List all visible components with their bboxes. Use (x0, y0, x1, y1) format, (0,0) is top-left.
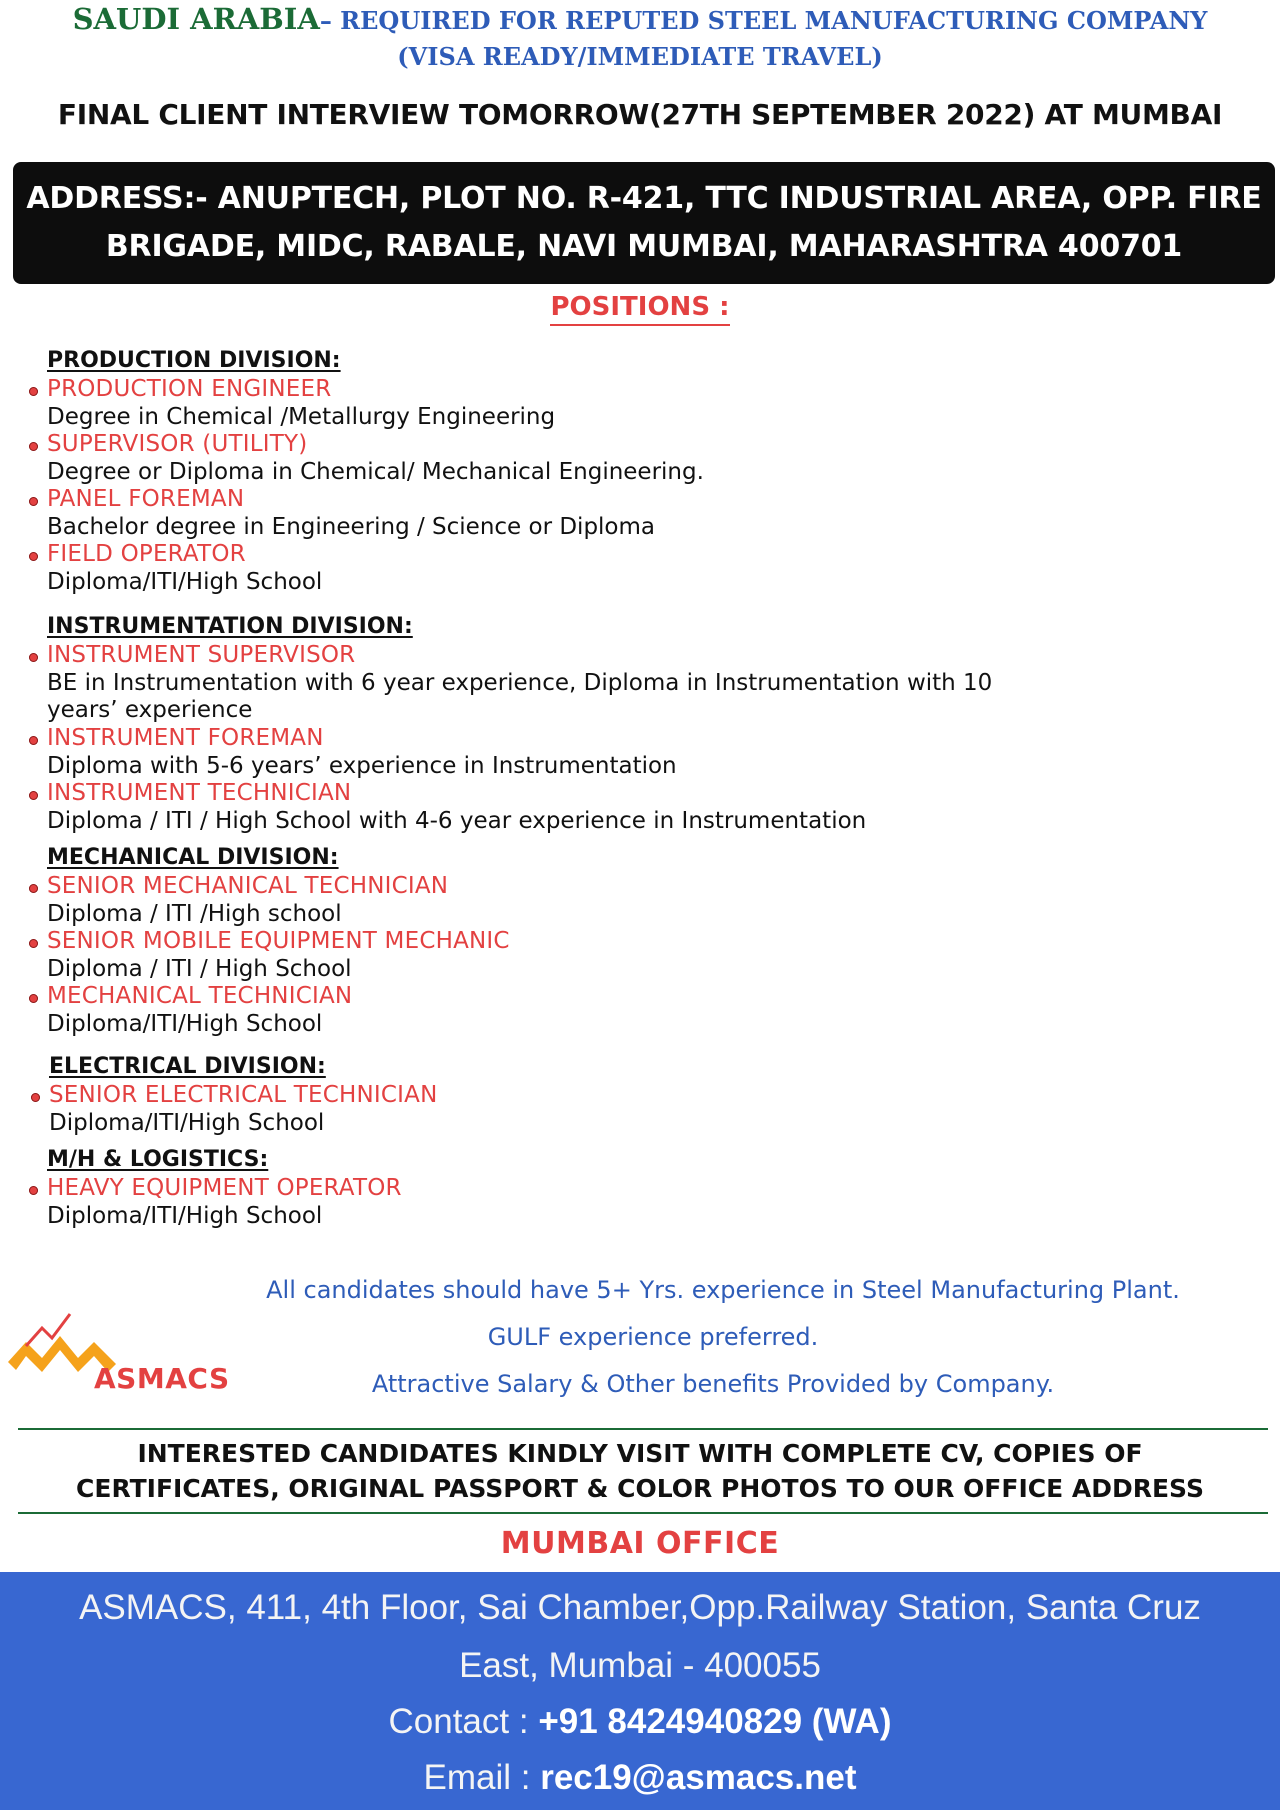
position-requirement: Diploma/ITI/High School (47, 569, 323, 595)
position-name: FIELD OPERATOR (47, 541, 246, 567)
position-requirement: Diploma / ITI / High School (47, 956, 352, 982)
position-name: SENIOR ELECTRICAL TECHNICIAN (49, 1082, 438, 1108)
interested-candidates-notice (0, 1436, 1280, 1506)
division-title-mechanical: MECHANICAL DIVISION: (47, 845, 339, 870)
headline-text: – REQUIRED FOR REPUTED STEEL MANUFACTURING COMPANY (319, 6, 1208, 35)
position-requirement: Degree or Diploma in Chemical/ Mechanical Engineering. (47, 459, 704, 485)
position-name: SENIOR MOBILE EQUIPMENT MECHANIC (47, 928, 510, 954)
office-address-line-2: East, Mumbai - 400055 (459, 1646, 821, 1685)
office-footer (0, 1572, 1280, 1810)
division-title-instrumentation: INSTRUMENTATION DIVISION: (47, 614, 413, 639)
position-name: HEAVY EQUIPMENT OPERATOR (47, 1175, 402, 1201)
divider-top (18, 1428, 1268, 1430)
position-requirement: Diploma/ITI/High School (47, 1011, 323, 1037)
logo-text: ASMACS (94, 1362, 230, 1395)
headline-line-1 (0, 2, 1280, 36)
position-name: PRODUCTION ENGINEER (47, 376, 332, 402)
interview-notice: FINAL CLIENT INTERVIEW TOMORROW(27TH SEPTEMBER 2022) AT MUMBAI (57, 98, 1223, 131)
position-name: INSTRUMENT FOREMAN (47, 725, 324, 751)
email-link[interactable]: rec19@asmacs.net (540, 1758, 857, 1797)
note-experience: All candidates should have 5+ Yrs. experience in Steel Manufacturing Plant. (266, 1276, 1180, 1304)
position-name: PANEL FOREMAN (47, 486, 245, 512)
divider-bottom (18, 1512, 1268, 1514)
subheadline: (VISA READY/IMMEDIATE TRAVEL) (397, 42, 883, 71)
position-name: SUPERVISOR (UTILITY) (47, 431, 308, 457)
positions-heading (0, 292, 1280, 322)
positions-title: POSITIONS : (550, 292, 729, 326)
email-label: Email : (423, 1758, 531, 1797)
contact-phone[interactable]: +91 8424940829 (WA) (538, 1702, 892, 1741)
address-line-2: BRIGADE, MIDC, RABALE, NAVI MUMBAI, MAHARASHTRA 400701 (105, 229, 1183, 264)
division-title-production: PRODUCTION DIVISION: (47, 348, 341, 373)
country-title: SAUDI ARABIA (72, 2, 320, 36)
position-requirement: Diploma / ITI /High school (47, 901, 342, 927)
position-requirement-continued: years’ experience (47, 697, 253, 723)
contact-label: Contact : (388, 1702, 529, 1741)
position-name: INSTRUMENT TECHNICIAN (47, 780, 352, 806)
division-title-logistics: M/H & LOGISTICS: (47, 1147, 269, 1172)
address-box (13, 162, 1275, 284)
position-requirement: Bachelor degree in Engineering / Science or Diploma (47, 514, 656, 540)
mumbai-office-title: MUMBAI OFFICE (500, 1526, 780, 1561)
office-address-line-1: ASMACS, 411, 4th Floor, Sai Chamber,Opp.Railway Station, Santa Cruz (79, 1588, 1201, 1627)
position-requirement: Diploma/ITI/High School (49, 1110, 325, 1136)
position-requirement: BE in Instrumentation with 6 year experience, Diploma in Instrumentation with 10 (47, 670, 993, 696)
office-email (0, 1758, 1280, 1798)
position-name: MECHANICAL TECHNICIAN (47, 983, 353, 1009)
position-requirement: Diploma / ITI / High School with 4-6 year experience in Instrumentation (47, 808, 867, 834)
note-salary: Attractive Salary & Other benefits Provided by Company. (371, 1370, 1055, 1398)
interested-line-2: CERTIFICATES, ORIGINAL PASSPORT & COLOR PHOTOS TO OUR OFFICE ADDRESS (76, 1474, 1204, 1503)
interested-line-1: INTERESTED CANDIDATES KINDLY VISIT WITH COMPLETE CV, COPIES OF (137, 1439, 1143, 1468)
position-requirement: Degree in Chemical /Metallurgy Engineering (47, 404, 556, 430)
division-title-electrical: ELECTRICAL DIVISION: (49, 1054, 326, 1079)
position-requirement: Diploma/ITI/High School (47, 1203, 323, 1229)
position-name: INSTRUMENT SUPERVISOR (47, 642, 356, 668)
position-name: SENIOR MECHANICAL TECHNICIAN (47, 873, 449, 899)
office-contact (0, 1702, 1280, 1742)
note-gulf: GULF experience preferred. (487, 1323, 819, 1351)
address-line-1: ADDRESS:- ANUPTECH, PLOT NO. R-421, TTC INDUSTRIAL AREA, OPP. FIRE (26, 181, 1262, 216)
position-requirement: Diploma with 5-6 years’ experience in Instrumentation (47, 753, 677, 779)
